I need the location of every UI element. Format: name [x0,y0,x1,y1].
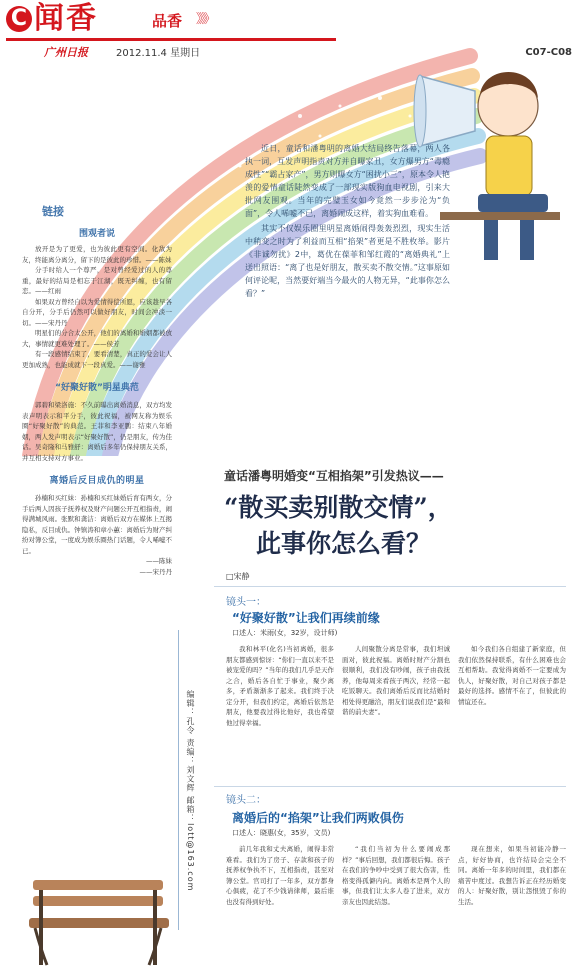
date-value: 2012.11.4 [116,48,167,59]
section-tag: 品香 [152,12,183,30]
sidebar-heading: 围观者说 [78,229,115,239]
article-column [226,844,334,907]
issue-date [116,47,200,60]
section-divider [214,786,566,787]
article-column [342,844,450,907]
sidebar-paragraph: 分手时给人一个尊严，是对曾经爱过的人的尊重，最好的结局是相忘于江湖，既无纠缠，也有留恋。——红雨 [22,266,172,295]
paper-name: 广州日报 [44,46,88,59]
sidebar-heading: 离婚后反目成仇的明星 [49,476,145,486]
headline-line: “散买卖别散交情”， [224,493,453,522]
main-headline [224,490,554,562]
section-arrows-icon: 》》》 [196,12,214,27]
headline-line: 此事你怎么看？ [256,529,432,558]
sidebar-paragraph: 郭碧和梁洛施：不久前曝出离婚消息，双方均发表声明表示和平分手，彼此祝福，被网友称为娱乐圈“好聚好散”的典范。王菲和李亚鹏：结束八年婚姻，两人发声明表示“好聚好散”，仍是朋友，传为佳话。吴奇隆和马雅舒：离婚后多年仍保持朋友关系，并互相支持对方事业。 [22,401,172,462]
brand-logo-icon: C [6,6,32,32]
intro-paragraph: 其实不仅娱乐圈里明星离婚闹得轰轰烈烈，现实生活中稍变之时为了利益而互相“掐架”者更是不胜枚举。影片《非诚勿扰》2中，葛优在葆菲和邹红霞的“离婚典礼”上送出照语：“离了也是好朋友，散买卖不散交情。”这事原如何评论呢，当然要好端当今最火的人物无异，“此事你怎么看？” [245,224,450,298]
article-column [458,644,566,707]
article-column [226,644,334,728]
weekday-value: 星期日 [170,48,201,59]
sidebar-signature: ——陈妹 [146,557,172,565]
article-paragraph: “我们当初为什么要闹成那样？”事后回想，我们都很后悔。孩子在我们的争吵中受到了很大伤害，性格变得孤僻内向。离婚本是两个人的事，但我们让太多人卷了进来，双方亲友也因此结怨。 [342,845,450,906]
headline-kicker: 童话潘粤明婚变“互相掐架”引发热议—— [224,469,444,483]
bench-illustration [25,870,175,970]
sidebar-paragraph: 有一段感情结束了，要看清楚，真正的爱会让人更加成熟，也能成就下一段真爱。——谢雅 [22,350,172,369]
page-number: C07-C08 [525,47,572,58]
byline: □宋静 [226,572,250,581]
section-subtitle: 口述人：晓惠(女，35岁，文员) [232,829,331,837]
article-paragraph: 如今我们各自组建了新家庭，但我们依然保持联系，有什么困难也会互相帮助。我觉得离婚不一定要成为仇人，好聚好散，对自己对孩子都是最好的选择。感情不在了，但彼此的情谊还在。 [458,645,566,706]
section-divider [214,586,566,587]
sidebar-paragraph: 孙楠和买红妹：孙楠和买红妹婚后育有两女，分手后两人因孩子抚养权及财产问题公开互相指责，闹得满城风雨。张默和龚洁：离婚后双方在媒体上互揭隐私，反目成仇。钟镇涛和章小蕙：离婚后为财产纠纷对簿公堂，一度成为娱乐圈热门话题，令人唏嘘不已。 [22,494,172,555]
sidebar-paragraph: 放开是为了更爱，也为彼此更有空间。化敌为友，终能离分离分，留下的是彼此的珍惜。——陈妹 [22,245,172,264]
article-paragraph: 我和林平(化名)当初离婚，很多朋友都感到惊讶：“你们一直以来不是被宠爱的吗？”当年的我们几乎是天作之合，婚后各自忙于事业，聚少离多，矛盾渐渐多了起来。我们终于决定分开，但我们约定，离婚后依然是朋友，他要我过得比他好，我也希望他过得幸福。 [226,645,334,727]
article-paragraph: 前几年我和丈夫离婚，闹得非常难看。我们为了房子、存款和孩子的抚养权争执不下，互相指责，甚至对簿公堂。官司打了一年多，双方都身心俱疲，花了不少钱请律师，最后谁也没有得到好处。 [226,845,334,906]
masthead-rule [6,38,336,41]
article-column [342,644,450,718]
sidebar-column [22,222,172,577]
intro-paragraph: 近日，童话和潘粤明的离婚大结局终告落幕，两人各执一词，互发声明指责对方并自曝家丑，女方爆男方“毒瘾成性”“霸占家产”，男方则曝女方“困扰小三”，原本令人艳羡的爱情童话陡然变成了一部现实版狗血电视剧，引来大批网友围观。当年的完璧玉女如今竟然一步步沦为“负面”，令人唏嘘不已，离婚闹成这样，着实狗血难看。 [245,144,450,218]
intro-text [245,142,450,302]
section-subtitle: 口述人：米雨(女，32岁，设计师) [232,629,338,637]
article-paragraph: 人间聚散分离是常事，我们坦诚面对，彼此祝福。离婚时财产分割也很顺利，我们没有吵闹，孩子由我抚养，他每周来看孩子两次，经常一起吃饭聊天。我们离婚后反而比结婚时相处得更融洽，朋友们说我们是“最和谐的前夫妻”。 [342,645,450,716]
section-tag: 镜头二： [226,795,266,806]
sidebar-label: 链接 [42,205,64,218]
editor-credits: 编辑：孔令 责编：刘文辉 邮箱：lott@163.com [186,690,195,892]
article-column [458,844,566,907]
sidebar-paragraph: 明星们的分合太公开，他们的离婚和婚姻都被放大，事情就更难处理了。——侯芳 [22,329,172,348]
section-logo-title: 闻香 [34,1,98,36]
section-title: “好聚好散”让我们再续前缘 [232,611,380,625]
column-divider [178,630,179,930]
article-paragraph: 现在想来，如果当初能冷静一点，好好协商，也许结局会完全不同。离婚一年多的时间里，我们都在痛苦中度过。我想告诉正在经历婚变的人：好聚好散，别让怨恨毁了你的生活。 [458,845,566,906]
section-tag: 镜头一： [226,597,266,608]
section-title: 离婚后的“掐架”让我们两败俱伤 [232,811,404,825]
sidebar-paragraph: 如果双方曾经自以为爱情得偿所愿，应该趁早各自分开，分手后仍然可以做好朋友，时间会冲淡一切。——宋丹丹 [22,297,172,327]
sidebar-heading: “好聚好散”明星典范 [55,383,139,393]
sidebar-signature: ——宋丹丹 [139,567,172,576]
